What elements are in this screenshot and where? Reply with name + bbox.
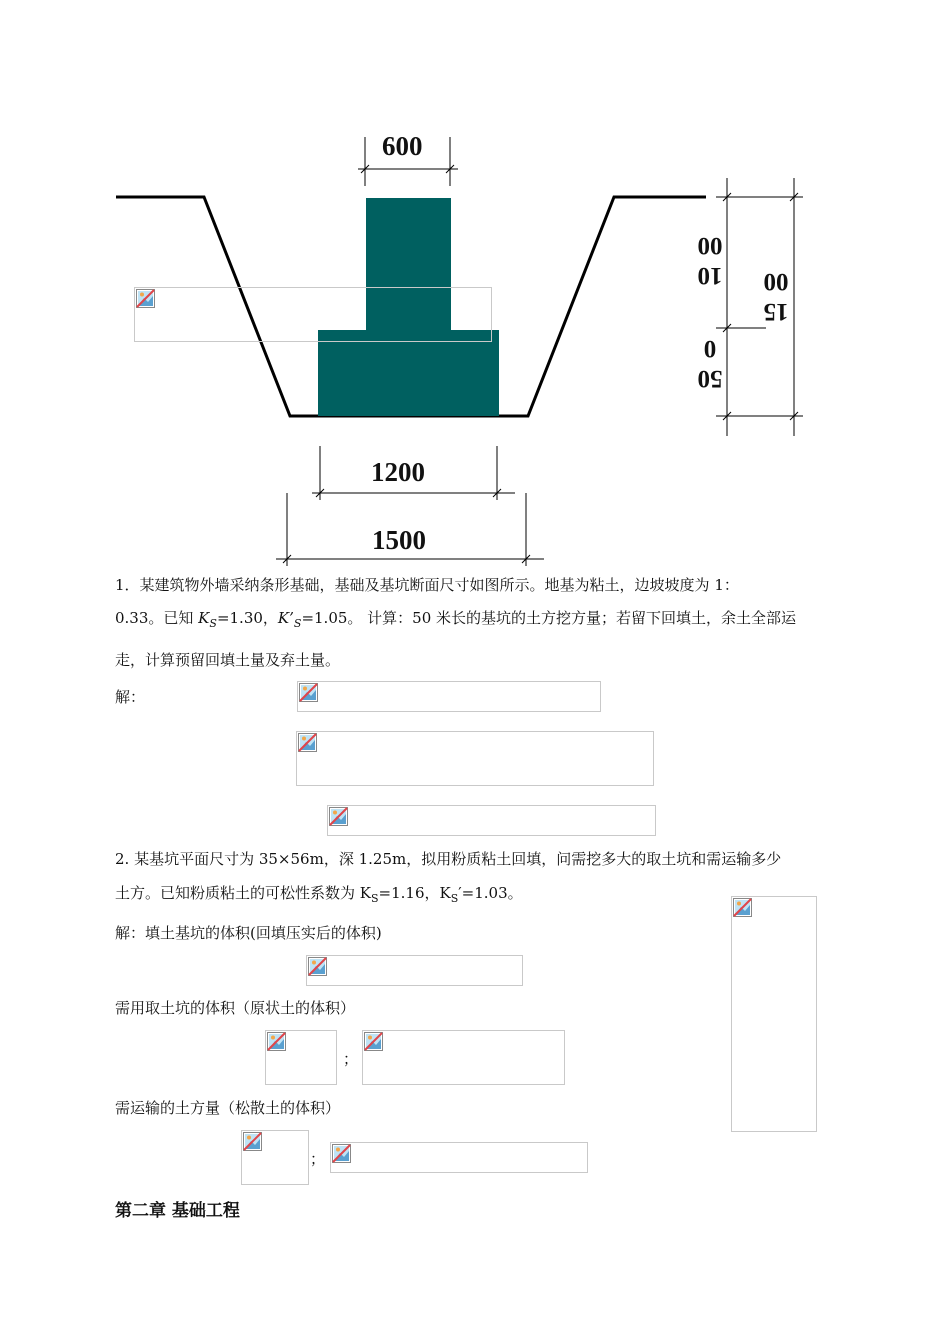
p1-ks-subscript: S xyxy=(209,617,217,630)
dim-label-500: 50 0 xyxy=(697,335,723,392)
p2-l2-text-c: ′=1.03。 xyxy=(458,884,523,902)
semicolon-2: ； xyxy=(310,1150,326,1168)
broken-image-icon xyxy=(299,683,318,702)
formula-image-placeholder xyxy=(306,955,523,986)
p1-ks2-subscript: S xyxy=(293,617,302,630)
formula-image-placeholder xyxy=(297,681,601,712)
broken-image-icon xyxy=(364,1032,383,1051)
chapter-heading: 第二章 基础工程 xyxy=(115,1201,240,1221)
transport-label: 需运输的土方量（松散土的体积） xyxy=(115,1099,341,1117)
p1-l2-text-c: =1.05。 计算：50 米长的基坑的土方挖方量；若留下回填土，余土全部运 xyxy=(301,609,797,627)
p1-ks-symbol: K xyxy=(198,609,210,627)
problem1-line3: 走，计算预留回填土量及弃土量。 xyxy=(115,651,341,669)
p2-l2-text-b: =1.16，K xyxy=(378,884,451,902)
formula-image-placeholder xyxy=(362,1030,565,1085)
broken-image-icon xyxy=(308,957,327,976)
problem1-line1: 1．某建筑物外墙采纳条形基础，基础及基坑断面尺寸如图所示。地基为粘土，边坡坡度为 1： xyxy=(115,576,739,594)
broken-image-icon xyxy=(329,807,348,826)
broken-image-icon xyxy=(332,1144,351,1163)
p2-l2-text-a: 土方。已知粉质粘土的可松性系数为 K xyxy=(115,884,371,902)
broken-image-icon xyxy=(298,733,317,752)
broken-image-icon xyxy=(733,898,752,917)
problem1-line2 xyxy=(115,608,796,634)
problem2-line1: 2. 某基坑平面尺寸为 35×56m，深 1.25m，拟用粉质粘土回填，问需挖多大的取土坑和需运输多少 xyxy=(115,850,782,868)
dim-label-1500: 1500 xyxy=(372,525,426,555)
broken-image-icon xyxy=(243,1132,262,1151)
p2-ks2-subscript: S xyxy=(450,892,459,905)
problem1-solution-label: 解： xyxy=(115,688,146,706)
problem2-solution-label: 解：填土基坑的体积(回填压实后的体积) xyxy=(115,924,382,942)
formula-image-placeholder xyxy=(134,287,492,342)
semicolon-1: ； xyxy=(343,1050,359,1068)
formula-image-placeholder xyxy=(330,1142,588,1173)
dim-label-1200: 1200 xyxy=(371,457,425,487)
broken-image-icon xyxy=(136,289,155,308)
dim-label-1500-vertical: 15 00 xyxy=(763,268,789,325)
side-image-placeholder xyxy=(731,896,817,1132)
formula-image-placeholder xyxy=(265,1030,337,1085)
borrow-pit-label: 需用取土坑的体积（原状土的体积） xyxy=(115,999,356,1017)
dim-label-600: 600 xyxy=(382,131,423,161)
problem2-line2 xyxy=(115,883,523,909)
broken-image-icon xyxy=(267,1032,286,1051)
p1-l2-text-a: 0.33。已知 xyxy=(115,609,199,627)
footing-lower xyxy=(318,330,499,416)
formula-image-placeholder xyxy=(296,731,654,786)
p1-ks2-symbol: K’ xyxy=(277,609,294,627)
formula-image-placeholder xyxy=(327,805,656,836)
formula-image-placeholder xyxy=(241,1130,309,1185)
dim-label-1000: 10 00 xyxy=(697,232,723,289)
p2-ks-subscript: S xyxy=(370,892,379,905)
p1-l2-text-b: =1.30， xyxy=(216,609,278,627)
